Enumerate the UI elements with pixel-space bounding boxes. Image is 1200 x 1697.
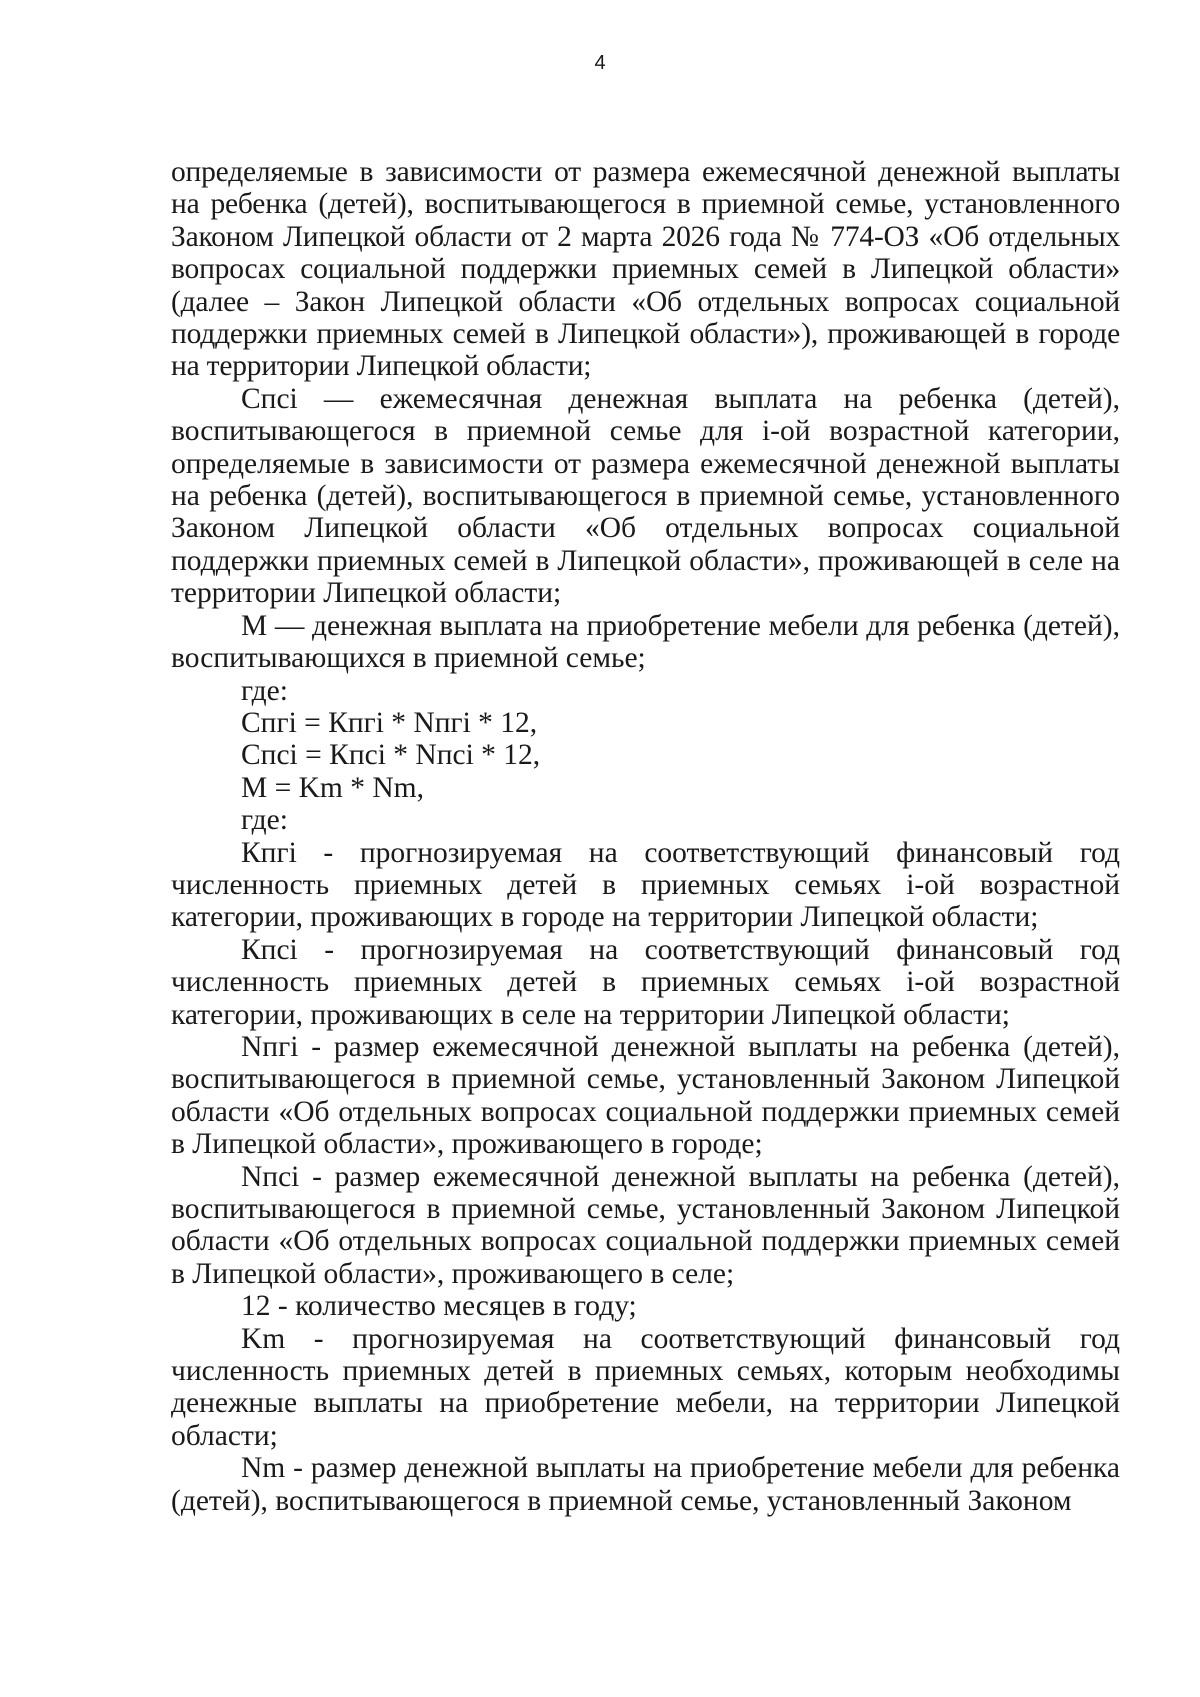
paragraph-m-definition: М — денежная выплата на приобретение мебели для ребенка (детей), воспитывающихся в приемной семье; [171, 609, 1120, 675]
paragraph-spsi-definition: Спсi — ежемесячная денежная выплата на ребенка (детей), воспитывающегося в приемной семье для i-ой возрастной категории, определяемые в зависимости от размера ежемесячной денежной выплаты на ребенка (детей), воспитывающегося в приемной семье, установленного Законом Липецкой области «Об отдельных вопросах социальной поддержки приемных семей в Липецкой области», проживающей в селе на территории Липецкой области; [171, 382, 1120, 610]
paragraph-kpsi-definition: Кпсi - прогнозируемая на соответствующий финансовый год численность приемных детей в приемных семьях i-ой возрастной категории, проживающих в селе на территории Липецкой области; [171, 933, 1120, 1031]
formula-spsi: Спсi = Кпсi * Nпсi * 12, [241, 739, 541, 772]
paragraph-kpgi-definition: Кпгi - прогнозируемая на соответствующий финансовый год численность приемных детей в приемных семьях i-ой возрастной категории, проживающих в городе на территории Липецкой области; [171, 836, 1120, 934]
page-number: 4 [594, 52, 606, 74]
paragraph-npgi-definition: Nпгi - размер ежемесячной денежной выплаты на ребенка (детей), воспитывающегося в приемной семье, установленный Законом Липецкой области «Об отдельных вопросах социальной поддержки приемных семей в Липецкой области», проживающего в городе; [171, 1030, 1120, 1161]
paragraph-nm-definition: Nm - размер денежной выплаты на приобретение мебели для ребенка (детей), воспитывающегося в приемной семье, установленный Законом [171, 1452, 1120, 1517]
formula-m: М = Km * Nm, [241, 771, 424, 804]
document-body [171, 156, 1120, 1517]
paragraph-where: где: [241, 804, 288, 837]
paragraph-npsi-definition: Nпсi - размер ежемесячной денежной выплаты на ребенка (детей), воспитывающегося в приемной семье, установленный Законом Липецкой области «Об отдельных вопросах социальной поддержки приемных семей в Липецкой области», проживающего в селе; [171, 1160, 1120, 1290]
paragraph-km-definition: Km - прогнозируемая на соответствующий финансовый год численность приемных детей в приемных семьях, которым необходимы денежные выплаты на приобретение мебели, на территории Липецкой области; [171, 1322, 1120, 1452]
formula-spgi: Спгi = Кпгi * Nпгi * 12, [241, 706, 538, 739]
paragraph-months: 12 - количество месяцев в году; [241, 1290, 637, 1323]
paragraph-definition-continuation: определяемые в зависимости от размера ежемесячной денежной выплаты на ребенка (детей), воспитывающегося в приемной семье, установленного Законом Липецкой области от 2 марта 2026 года № 774-ОЗ «Об отдельных вопросах социальной поддержки приемных семей в Липецкой области» (далее – Закон Липецкой области «Об отдельных вопросах социальной поддержки приемных семей в Липецкой области»), проживающей в городе на территории Липецкой области; [171, 156, 1120, 383]
paragraph-where: где: [241, 674, 288, 707]
